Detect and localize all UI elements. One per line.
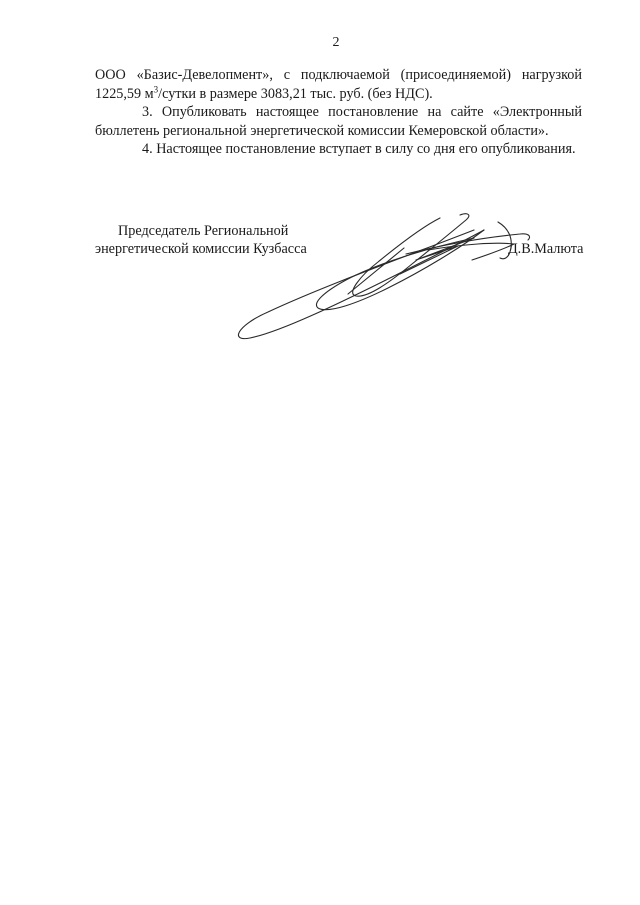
unit-superscript: 3	[153, 83, 159, 94]
paragraph-continuation	[95, 66, 582, 103]
signatory-title-line-2: энергетической комиссии Кузбасса	[95, 241, 307, 257]
signatory-title-line-1: Председатель Региональной	[118, 223, 289, 239]
paragraph-item-4: 4. Настоящее постановление вступает в силу со дня его опубликования.	[142, 141, 576, 158]
signatory-name: Д.В.Малюта	[508, 241, 584, 257]
paragraph-continuation-text: ООО «Базис-Девелопмент», с подключаемой (присоединяемой) нагрузкой 1225,59 м	[95, 67, 582, 102]
paragraph-item-3: 3. Опубликовать настоящее постановление на сайте «Электронный бюллетень региональной энергетической комиссии Кемеровской области».	[95, 104, 582, 139]
page-number: 2	[332, 35, 340, 50]
handwritten-signature	[228, 208, 548, 348]
paragraph-continuation-tail: /сутки в размере 3083,21 тыс. руб. (без НДС).	[158, 85, 433, 102]
document-body	[95, 66, 582, 159]
